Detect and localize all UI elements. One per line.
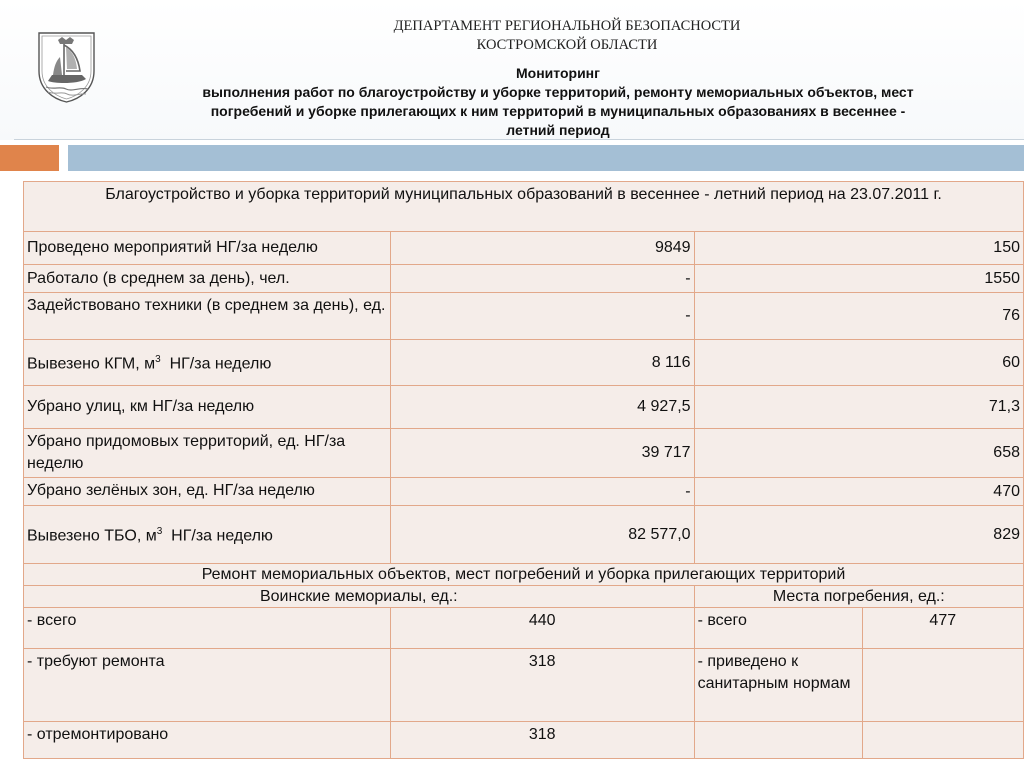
- row-label: Убрано придомовых территорий, ед. НГ/за неделю: [24, 429, 391, 478]
- row-value-total: 4 927,5: [390, 386, 694, 429]
- row-label-superscript: 3: [155, 354, 161, 366]
- table-row: [24, 340, 1024, 386]
- title-line-4: летний период: [506, 122, 610, 138]
- row-value-total: 9849: [390, 232, 694, 265]
- row-value-total: -: [390, 478, 694, 506]
- row-label-text: Вывезено КГМ, м: [27, 355, 156, 373]
- row-value-week: 150: [694, 232, 1023, 265]
- row-value-week: 76: [694, 293, 1023, 340]
- row-value-total: 8 116: [390, 340, 694, 386]
- row-value-week: 1550: [694, 265, 1023, 293]
- section-1-header-row: [24, 182, 1024, 232]
- table-row: [24, 506, 1024, 564]
- row-label: Проведено мероприятий НГ/за неделю: [24, 232, 391, 265]
- title-line-2: выполнения работ по благоустройству и уборке территорий, ремонту мемориальных объектов, мест: [202, 84, 914, 100]
- row-value-week: 829: [694, 506, 1023, 564]
- title-line-3: погребений и уборке прилегающих к ним территорий в муниципальных образованиях в весеннее -: [210, 103, 906, 119]
- table-row: [24, 608, 1024, 649]
- table-row: [24, 232, 1024, 265]
- section-2-title: Ремонт мемориальных объектов, мест погребений и уборка прилегающих территорий: [24, 564, 1024, 586]
- row-label: Убрано улиц, км НГ/за неделю: [24, 386, 391, 429]
- table-row: [24, 386, 1024, 429]
- row-label: [24, 506, 391, 564]
- row-value-week: 658: [694, 429, 1023, 478]
- row-label: Работало (в среднем за день), чел.: [24, 265, 391, 293]
- memorial-label: - отремонтировано: [24, 722, 391, 759]
- row-label: Задействовано техники (в среднем за день), ед.: [24, 293, 391, 340]
- row-label: [24, 340, 391, 386]
- row-label-tail: НГ/за неделю: [162, 527, 273, 545]
- section-1-title: Благоустройство и уборка территорий муниципальных образований в весеннее - летний период на 23.07.2011 г.: [24, 182, 1024, 232]
- coat-of-arms-icon: [36, 31, 97, 104]
- monitoring-table: [23, 181, 1024, 759]
- table-row: [24, 293, 1024, 340]
- burial-value: 477: [862, 608, 1023, 649]
- row-label-superscript: 3: [156, 526, 163, 538]
- row-label: Убрано зелёных зон, ед. НГ/за неделю: [24, 478, 391, 506]
- table-row: [24, 429, 1024, 478]
- subheader-row: [24, 586, 1024, 608]
- row-value-week: 71,3: [694, 386, 1023, 429]
- burial-label: - всего: [694, 608, 862, 649]
- row-value-week: 470: [694, 478, 1023, 506]
- row-value-total: 82 577,0: [390, 506, 694, 564]
- title-line-1: Мониторинг: [516, 65, 600, 81]
- accent-bar-blue: [68, 145, 1024, 171]
- row-value-total: -: [390, 265, 694, 293]
- burials-header: Места погребения, ед.:: [694, 586, 1023, 608]
- table-row: [24, 722, 1024, 759]
- row-value-week: 60: [694, 340, 1023, 386]
- section-2-header-row: [24, 564, 1024, 586]
- department-name: [330, 17, 804, 55]
- burial-value: [862, 649, 1023, 722]
- burial-label: [694, 722, 862, 759]
- table-row: [24, 649, 1024, 722]
- burial-label: - приведено к санитарным нормам: [694, 649, 862, 722]
- table-row: [24, 265, 1024, 293]
- accent-bar-orange: [0, 145, 59, 171]
- memorial-label: - требуют ремонта: [24, 649, 391, 722]
- page-title: [108, 64, 1008, 140]
- row-label-text: Вывезено ТБО, м: [27, 527, 157, 545]
- memorial-value: 318: [390, 722, 694, 759]
- row-value-total: -: [390, 293, 694, 340]
- row-label-tail: НГ/за неделю: [160, 355, 272, 373]
- table-row: [24, 478, 1024, 506]
- row-value-total: 39 717: [390, 429, 694, 478]
- department-line-2: КОСТРОМСКОЙ ОБЛАСТИ: [476, 37, 658, 53]
- memorial-value: 318: [390, 649, 694, 722]
- memorial-label: - всего: [24, 608, 391, 649]
- department-line-1: ДЕПАРТАМЕНТ РЕГИОНАЛЬНОЙ БЕЗОПАСНОСТИ: [393, 18, 741, 34]
- memorials-header: Воинские мемориалы, ед.:: [24, 586, 695, 608]
- memorial-value: 440: [390, 608, 694, 649]
- burial-value: [862, 722, 1023, 759]
